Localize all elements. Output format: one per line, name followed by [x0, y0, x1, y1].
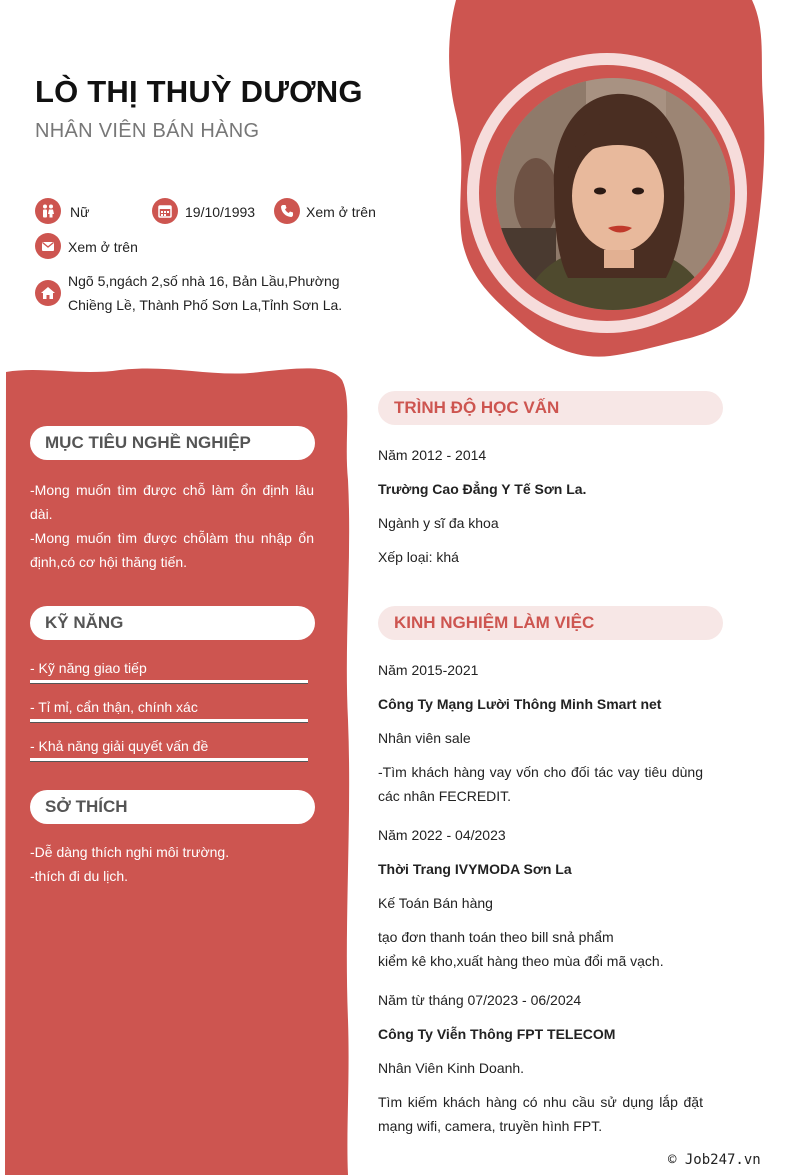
- skill-bar-2: [30, 719, 308, 723]
- phone-value: Xem ở trên: [306, 204, 376, 220]
- job-2-description-line-2: kiểm kê kho,xuất hàng theo mùa đổi mã vạch.: [378, 953, 664, 969]
- education-heading: TRÌNH ĐỘ HỌC VẤN: [394, 398, 560, 417]
- job-3-position: Nhân Viên Kinh Doanh.: [378, 1060, 525, 1076]
- education-heading-pill: [378, 391, 723, 425]
- education-school: Trường Cao Đẳng Y Tế Sơn La.: [378, 481, 587, 497]
- job-1-position: Nhân viên sale: [378, 730, 471, 746]
- job-title: NHÂN VIÊN BÁN HÀNG: [35, 120, 260, 142]
- job-3-company: Công Ty Viễn Thông FPT TELECOM: [378, 1026, 616, 1042]
- job-1-company: Công Ty Mạng Lười Thông Minh Smart net: [378, 696, 662, 712]
- job-1-description: -Tìm khách hàng vay vốn cho đối tác vay tiêu dùng các nhân FECREDIT.: [378, 764, 703, 804]
- job-2-position: Kế Toán Bán hàng: [378, 895, 493, 911]
- job-1-period: Năm 2015-2021: [378, 662, 479, 678]
- email-value: Xem ở trên: [68, 239, 138, 255]
- phone-icon: [274, 198, 300, 224]
- hobbies-heading-pill: [30, 790, 315, 824]
- gender-icon: [35, 198, 61, 224]
- skills-heading: KỸ NĂNG: [45, 613, 124, 632]
- home-icon: [35, 280, 61, 306]
- experience-heading: KINH NGHIỆM LÀM VIỆC: [394, 613, 595, 632]
- objective-line-2: -Mong muốn tìm được chỗlàm thu nhập ổn định,có cơ hội thăng tiến.: [30, 530, 314, 570]
- education-rank: Xếp loại: khá: [378, 549, 459, 565]
- hobby-line-2: -thích đi du lịch.: [30, 868, 129, 884]
- skill-item-2: - Tỉ mỉ, cẩn thận, chính xác: [30, 699, 198, 715]
- job-2-company: Thời Trang IVYMODA Sơn La: [378, 861, 572, 877]
- job-2-period: Năm 2022 - 04/2023: [378, 827, 506, 843]
- objective-heading-pill: [30, 426, 315, 460]
- education-major: Ngành y sĩ đa khoa: [378, 515, 499, 531]
- objective-line-1: -Mong muốn tìm được chỗ làm ổn định lâu dài.: [30, 482, 314, 522]
- address-value: Ngõ 5,ngách 2,số nhà 16, Bản Lầu,Phường Chiềng Lề, Thành Phố Sơn La,Tỉnh Sơn La.: [68, 273, 343, 313]
- candidate-name: LÒ THỊ THUỲ DƯƠNG: [35, 74, 363, 109]
- experience-heading-pill: [378, 606, 723, 640]
- hobbies-heading: SỞ THÍCH: [45, 797, 128, 816]
- calendar-icon: [152, 198, 178, 224]
- job-2-description-line-1: tạo đơn thanh toán theo bill snả phẩm: [378, 929, 614, 945]
- objective-heading: MỤC TIÊU NGHỀ NGHIỆP: [45, 433, 251, 452]
- profile-photo: [496, 78, 730, 310]
- gender-value: Nữ: [70, 204, 90, 220]
- birthday-value: 19/10/1993: [185, 204, 256, 220]
- job-3-period: Năm từ tháng 07/2023 - 06/2024: [378, 992, 582, 1008]
- skill-item-3: - Khả năng giải quyết vấn đề: [30, 738, 209, 754]
- skill-bar-3: [30, 758, 308, 762]
- skills-heading-pill: [30, 606, 315, 640]
- skill-bar-1: [30, 680, 308, 684]
- education-period: Năm 2012 - 2014: [378, 447, 487, 463]
- copyright-label: © Job247.vn: [668, 1152, 761, 1168]
- email-icon: [35, 233, 61, 259]
- skill-item-1: - Kỹ năng giao tiếp: [30, 660, 147, 676]
- job-3-description: Tìm kiếm khách hàng có nhu cầu sử dụng lắp đặt mạng wifi, camera, truyền hình FPT.: [378, 1094, 703, 1134]
- hobby-line-1: -Dễ dàng thích nghi môi trường.: [30, 844, 230, 860]
